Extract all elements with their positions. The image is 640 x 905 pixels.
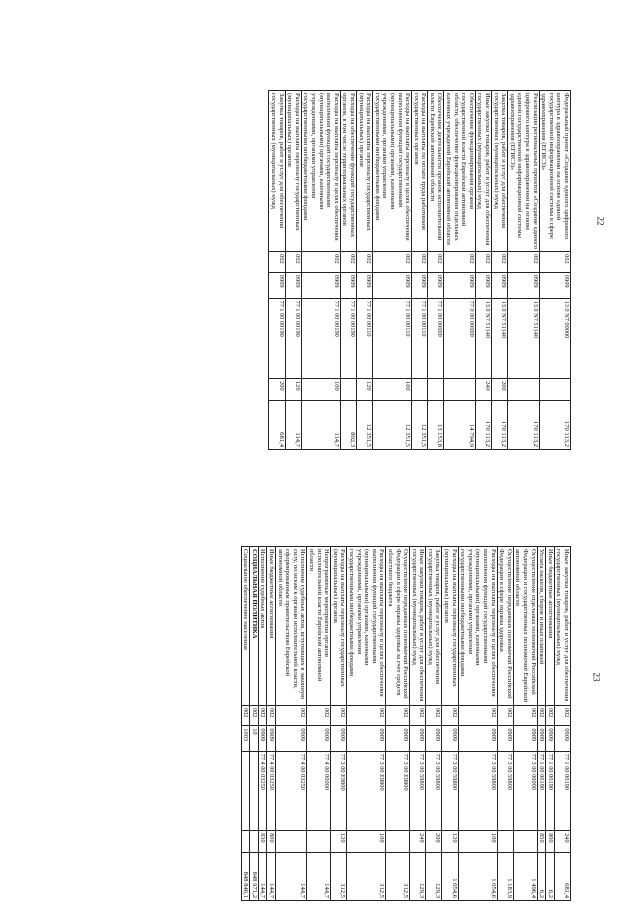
ministry-code-cell: 002 xyxy=(373,252,412,273)
expense-type-cell: 100 xyxy=(347,831,386,853)
expense-type-cell xyxy=(250,831,259,853)
row-name-cell: Расходы на выплаты персоналу в целях обеспечения выполнения функций государственными (муниципальными) органами, казенными учреждениями, органами управления государственными внебюджетными фондами xyxy=(347,547,386,706)
expense-type-cell xyxy=(444,379,475,401)
amount-cell: 114,7 xyxy=(301,401,340,450)
table-row xyxy=(442,547,458,901)
expense-type-cell: 240 xyxy=(410,831,426,853)
page-number-left: 22 xyxy=(595,216,606,226)
expense-type-cell: 240 xyxy=(554,831,570,853)
expense-type-cell xyxy=(307,831,331,853)
target-article-cell: 13 0 N7 51140 xyxy=(475,298,491,379)
amount-cell: 312,5 xyxy=(347,852,386,900)
amount-cell: 170 113,2 xyxy=(475,401,491,450)
expense-type-cell xyxy=(340,379,356,401)
section-code-cell: 0909 xyxy=(508,272,539,298)
table-row xyxy=(386,547,410,901)
row-name-cell: Иные закупки товаров, работ и услуг для обеспечения государственных (муниципальных) нужд xyxy=(410,547,426,706)
expense-type-cell xyxy=(412,379,428,401)
amount-cell: 12 351,5 xyxy=(412,401,428,450)
section-code-cell: 0909 xyxy=(410,726,426,751)
amount-cell: 144,7 xyxy=(258,852,267,900)
amount-cell: 170 113,2 xyxy=(508,401,539,450)
target-article-cell: 77 1 00 00110 xyxy=(373,298,412,379)
ministry-code-cell: 002 xyxy=(539,252,570,273)
row-name-cell: Расходы на выплаты персоналу государственных (муниципальных) органов xyxy=(356,91,372,252)
expense-type-cell xyxy=(386,831,410,853)
table-row xyxy=(554,547,570,901)
amount-cell: 802,3 xyxy=(340,401,356,450)
table-row xyxy=(276,547,307,901)
target-article-cell: 77 1 00 00190 xyxy=(301,298,340,379)
expense-type-cell xyxy=(428,379,444,401)
target-article-cell: 77 4 00 03250 xyxy=(258,751,267,830)
amount-cell: 848 846,1 xyxy=(241,852,250,900)
amount-cell: 170 113,2 xyxy=(539,401,570,450)
section-code-cell: 0909 xyxy=(475,272,491,298)
target-article-cell: 13 0 N7 51140 xyxy=(508,298,539,379)
table-row xyxy=(458,547,497,901)
target-article-cell: 77 4 00 03250 xyxy=(276,751,307,830)
expense-type-cell: 200 xyxy=(426,831,442,853)
table-row xyxy=(508,91,539,450)
section-code-cell: 0909 xyxy=(428,272,444,298)
row-name-cell: Реализация региональных проектов «Создание единого цифрового контура в здравоохранении на основе единой государственной информационной системы здравоохранения (ЕГИСЗ)» xyxy=(508,91,539,252)
target-article-cell: 13 0 N7 00000 xyxy=(539,298,570,379)
target-article-cell: 77 3 00 Е9800 xyxy=(347,751,386,830)
amount-cell: 1 054,6 xyxy=(442,852,458,900)
row-name-cell: Иные закупки товаров, работ и услуг для обеспечения государственных (муниципальных) нужд xyxy=(554,547,570,706)
ministry-code-cell: 002 xyxy=(331,705,347,725)
row-name-cell: СОЦИАЛЬНАЯ ПОЛИТИКА xyxy=(250,547,259,706)
table-row xyxy=(250,547,259,901)
amount-cell: 144,7 xyxy=(267,852,276,900)
table-row xyxy=(537,547,546,901)
budget-table-page-23 xyxy=(241,546,571,901)
ministry-code-cell: 002 xyxy=(269,252,285,273)
row-name-cell: Иные бюджетные ассигнования xyxy=(546,547,555,706)
target-article-cell: 77 3 00 00000 xyxy=(513,751,537,830)
section-code-cell: 0909 xyxy=(539,272,570,298)
amount-cell: 848 971,2 xyxy=(250,852,259,900)
row-name-cell: Расходы на выплаты персоналу государственных (муниципальных) органов xyxy=(285,91,301,252)
budget-table-page-22 xyxy=(268,90,571,450)
row-name-cell: Осуществление переданных полномочий Российской Федерации в сфере охраны здоровья xyxy=(497,547,513,706)
table-row xyxy=(410,547,426,901)
target-article-cell: 77 3 00 Е9800 xyxy=(331,751,347,830)
ministry-code-cell: 002 xyxy=(444,252,475,273)
section-code-cell: 0909 xyxy=(492,272,508,298)
section-code-cell: 0909 xyxy=(426,726,442,751)
budget-table xyxy=(241,546,571,901)
section-code-cell: 0909 xyxy=(554,726,570,751)
row-name-cell: Расходы на обеспечение функций государственных органов, в том числе территориальных органов xyxy=(340,91,356,252)
amount-cell: 1 496,4 xyxy=(513,852,537,900)
expense-type-cell: 240 xyxy=(475,379,491,401)
amount-cell: 144,7 xyxy=(276,852,307,900)
table-row xyxy=(539,91,570,450)
target-article-cell xyxy=(250,751,259,830)
ministry-code-cell: 002 xyxy=(276,705,307,725)
amount-cell: 12 351,5 xyxy=(356,401,372,450)
amount-cell: 13 153,8 xyxy=(428,401,444,450)
section-code-cell: 0909 xyxy=(373,272,412,298)
expense-type-cell: 120 xyxy=(285,379,301,401)
table-row xyxy=(301,91,340,450)
ministry-code-cell: 002 xyxy=(410,705,426,725)
ministry-code-cell: 002 xyxy=(442,705,458,725)
section-code-cell: 0909 xyxy=(267,726,276,751)
expense-type-cell: 120 xyxy=(331,831,347,853)
row-name-cell: Расходы на выплаты персоналу в целях обеспечения выполнения функций государственными (муниципальными) органами, казенными учреждениями, органами управления государственными внебюджетными фондами xyxy=(458,547,497,706)
ministry-code-cell: 002 xyxy=(258,705,267,725)
target-article-cell: 77 3 00 59800 xyxy=(426,751,442,830)
section-code-cell: 0909 xyxy=(458,726,497,751)
section-code-cell: 0909 xyxy=(537,726,546,751)
target-article-cell: 77 3 00 59800 xyxy=(442,751,458,830)
expense-type-cell: 800 xyxy=(267,831,276,853)
row-name-cell: Исполнение судебных актов xyxy=(258,547,267,706)
ministry-code-cell: 002 xyxy=(250,705,259,725)
table-row xyxy=(267,547,276,901)
row-name-cell: Расходы на выплаты персоналу государственных (муниципальных) органов xyxy=(442,547,458,706)
target-article-cell: 77 4 00 00000 xyxy=(307,751,331,830)
ministry-code-cell: 002 xyxy=(537,705,546,725)
budget-table xyxy=(268,90,571,450)
amount-cell: 129,3 xyxy=(426,852,442,900)
ministry-code-cell: 002 xyxy=(267,705,276,725)
ministry-code-cell: 002 xyxy=(356,252,372,273)
expense-type-cell xyxy=(508,379,539,401)
target-article-cell: 13 0 N7 51140 xyxy=(492,298,508,379)
section-code-cell: 0909 xyxy=(386,726,410,751)
ministry-code-cell: 002 xyxy=(508,252,539,273)
row-name-cell: Обеспечение деятельности органов исполнительной власти Еврейской автономной области xyxy=(428,91,444,252)
table-row xyxy=(347,547,386,901)
ministry-code-cell: 002 xyxy=(301,252,340,273)
amount-cell: 170 113,2 xyxy=(492,401,508,450)
expense-type-cell: 800 xyxy=(546,831,555,853)
expense-type-cell: 100 xyxy=(301,379,340,401)
ministry-code-cell: 002 xyxy=(241,705,250,725)
table-row xyxy=(412,91,428,450)
section-code-cell: 0909 xyxy=(347,726,386,751)
table-row xyxy=(492,91,508,450)
amount-cell: 312,5 xyxy=(331,852,347,900)
ministry-code-cell: 002 xyxy=(285,252,301,273)
table-row xyxy=(475,91,491,450)
row-name-cell: Закупка товаров, работ и услуг для обеспечения государственных (муниципальных) нужд xyxy=(426,547,442,706)
ministry-code-cell: 002 xyxy=(412,252,428,273)
target-article-cell: 77 3 00 59800 xyxy=(410,751,426,830)
table-row xyxy=(428,91,444,450)
amount-cell: 681,4 xyxy=(269,401,285,450)
table-row xyxy=(258,547,267,901)
expense-type-cell xyxy=(497,831,513,853)
section-code-cell: 0909 xyxy=(307,726,331,751)
target-article-cell: 77 1 00 00190 xyxy=(269,298,285,379)
ministry-code-cell: 002 xyxy=(426,705,442,725)
table-row xyxy=(513,547,537,901)
row-name-cell: Исполнение судебных актов, вступивших в законную силу, по искам к органам исполнительной власти, сформированным правительством Еврейской автономной области xyxy=(276,547,307,706)
amount-cell: 14 794,9 xyxy=(444,401,475,450)
table-row xyxy=(340,91,356,450)
table-row xyxy=(356,91,372,450)
ministry-code-cell: 002 xyxy=(513,705,537,725)
table-row xyxy=(497,547,513,901)
section-code-cell: 0909 xyxy=(356,272,372,298)
amount-cell: 1 183,9 xyxy=(497,852,513,900)
table-row xyxy=(444,91,475,450)
section-code-cell: 0909 xyxy=(442,726,458,751)
expense-type-cell xyxy=(276,831,307,853)
ministry-code-cell: 002 xyxy=(475,252,491,273)
amount-cell: 1 054,6 xyxy=(458,852,497,900)
target-article-cell: 77 3 00 59800 xyxy=(458,751,497,830)
target-article-cell xyxy=(241,751,250,830)
table-row xyxy=(269,91,285,450)
row-name-cell: Осуществление переданных полномочий Российской Федерации в сфере охраны здоровья за счет средств областного бюджета xyxy=(386,547,410,706)
section-code-cell: 1003 xyxy=(241,726,250,751)
table-row xyxy=(373,91,412,450)
target-article-cell: 77 1 00 00110 xyxy=(412,298,428,379)
expense-type-cell: 100 xyxy=(458,831,497,853)
ministry-code-cell: 002 xyxy=(428,252,444,273)
amount-cell: 129,3 xyxy=(410,852,426,900)
target-article-cell: 77 1 00 00190 xyxy=(546,751,555,830)
row-name-cell: Социальное обеспечение населения xyxy=(241,547,250,706)
expense-type-cell: 200 xyxy=(492,379,508,401)
row-name-cell: Закупка товаров, работ и услуг для обеспечения государственных (муниципальных) нужд xyxy=(269,91,285,252)
amount-cell: 12 351,5 xyxy=(373,401,412,450)
expense-type-cell: 100 xyxy=(373,379,412,401)
section-code-cell: 0909 xyxy=(301,272,340,298)
row-name-cell: Осуществление отдельных полномочий Российской Федерации и государственных полномочий Еврейской автономной области xyxy=(513,547,537,706)
section-code-cell: 0909 xyxy=(444,272,475,298)
target-article-cell: 77 1 00 00190 xyxy=(554,751,570,830)
ministry-code-cell: 002 xyxy=(492,252,508,273)
row-name-cell: Расходы на выплаты персоналу в целях обеспечения выполнения функций государственными (муниципальными) органами, казенными учреждениями, органами управления государственными внебюджетными фондами xyxy=(301,91,340,252)
target-article-cell: 77 1 00 00000 xyxy=(428,298,444,379)
row-name-cell: Непрограммные мероприятия органов исполнительной власти Еврейской автономной области xyxy=(307,547,331,706)
expense-type-cell: 120 xyxy=(442,831,458,853)
row-name-cell: Расходы на выплаты по оплате труда работников государственных органов xyxy=(412,91,428,252)
ministry-code-cell: 002 xyxy=(458,705,497,725)
row-name-cell: Расходы на выплаты персоналу в целях обеспечения выполнения функций государственными (муниципальными) органами, казенными учреждениями, органами управления государственными внебюджетными фондами xyxy=(373,91,412,252)
ministry-code-cell: 002 xyxy=(386,705,410,725)
section-code-cell: 0909 xyxy=(497,726,513,751)
section-code-cell: 0909 xyxy=(412,272,428,298)
expense-type-cell xyxy=(513,831,537,853)
target-article-cell: 77 3 00 Е9800 xyxy=(386,751,410,830)
amount-cell: 312,5 xyxy=(386,852,410,900)
row-name-cell: Обеспечение функционирования органов государственной власти Еврейской автономной области, обеспечение функционирования отдельных казенных учреждений Еврейской автономной области xyxy=(444,91,475,252)
expense-type-cell xyxy=(241,831,250,853)
target-article-cell: 77 1 00 00110 xyxy=(356,298,372,379)
expense-type-cell: 850 xyxy=(537,831,546,853)
row-name-cell: Расходы на выплаты персоналу государственных (муниципальных) органов xyxy=(331,547,347,706)
table-row xyxy=(426,547,442,901)
table-row xyxy=(285,91,301,450)
row-name-cell: Федеральный проект «Создание единого цифрового контура в здравоохранении на основе единой государственной информационной системы в сфере здравоохранения (ЕГИСЗ)» xyxy=(539,91,570,252)
section-code-cell: 0909 xyxy=(269,272,285,298)
table-row xyxy=(241,547,250,901)
expense-type-cell: 200 xyxy=(269,379,285,401)
target-article-cell: 77 1 00 00190 xyxy=(537,751,546,830)
ministry-code-cell: 002 xyxy=(546,705,555,725)
amount-cell: 681,4 xyxy=(554,852,570,900)
expense-type-cell: 120 xyxy=(356,379,372,401)
target-article-cell: 77 0 00 00000 xyxy=(444,298,475,379)
ministry-code-cell: 002 xyxy=(340,252,356,273)
section-code-cell: 10 xyxy=(250,726,259,751)
target-article-cell: 77 4 00 03250 xyxy=(267,751,276,830)
ministry-code-cell: 002 xyxy=(554,705,570,725)
row-name-cell: Закупка товаров, работ и услуг для обеспечения государственных (муниципальных) нужд xyxy=(492,91,508,252)
table-row xyxy=(307,547,331,901)
section-code-cell: 0909 xyxy=(513,726,537,751)
amount-cell: 6,2 xyxy=(537,852,546,900)
page-number-right: 23 xyxy=(591,672,602,682)
target-article-cell: 77 1 00 00190 xyxy=(285,298,301,379)
section-code-cell: 0909 xyxy=(276,726,307,751)
row-name-cell: Иные бюджетные ассигнования xyxy=(267,547,276,706)
ministry-code-cell: 002 xyxy=(347,705,386,725)
target-article-cell: 77 1 00 00190 xyxy=(340,298,356,379)
row-name-cell: Уплата налогов, сборов и иных платежей xyxy=(537,547,546,706)
ministry-code-cell: 002 xyxy=(307,705,331,725)
amount-cell: 144,7 xyxy=(307,852,331,900)
table-row xyxy=(546,547,555,901)
section-code-cell: 0909 xyxy=(546,726,555,751)
amount-cell: 114,7 xyxy=(285,401,301,450)
expense-type-cell: 830 xyxy=(258,831,267,853)
section-code-cell: 0909 xyxy=(258,726,267,751)
section-code-cell: 0909 xyxy=(340,272,356,298)
ministry-code-cell: 002 xyxy=(497,705,513,725)
row-name-cell: Иные закупки товаров, работ и услуг для обеспечения государственных (муниципальных) нужд xyxy=(475,91,491,252)
expense-type-cell xyxy=(539,379,570,401)
amount-cell: 6,2 xyxy=(546,852,555,900)
target-article-cell: 77 3 00 59800 xyxy=(497,751,513,830)
section-code-cell: 0909 xyxy=(285,272,301,298)
section-code-cell: 0909 xyxy=(331,726,347,751)
table-row xyxy=(331,547,347,901)
